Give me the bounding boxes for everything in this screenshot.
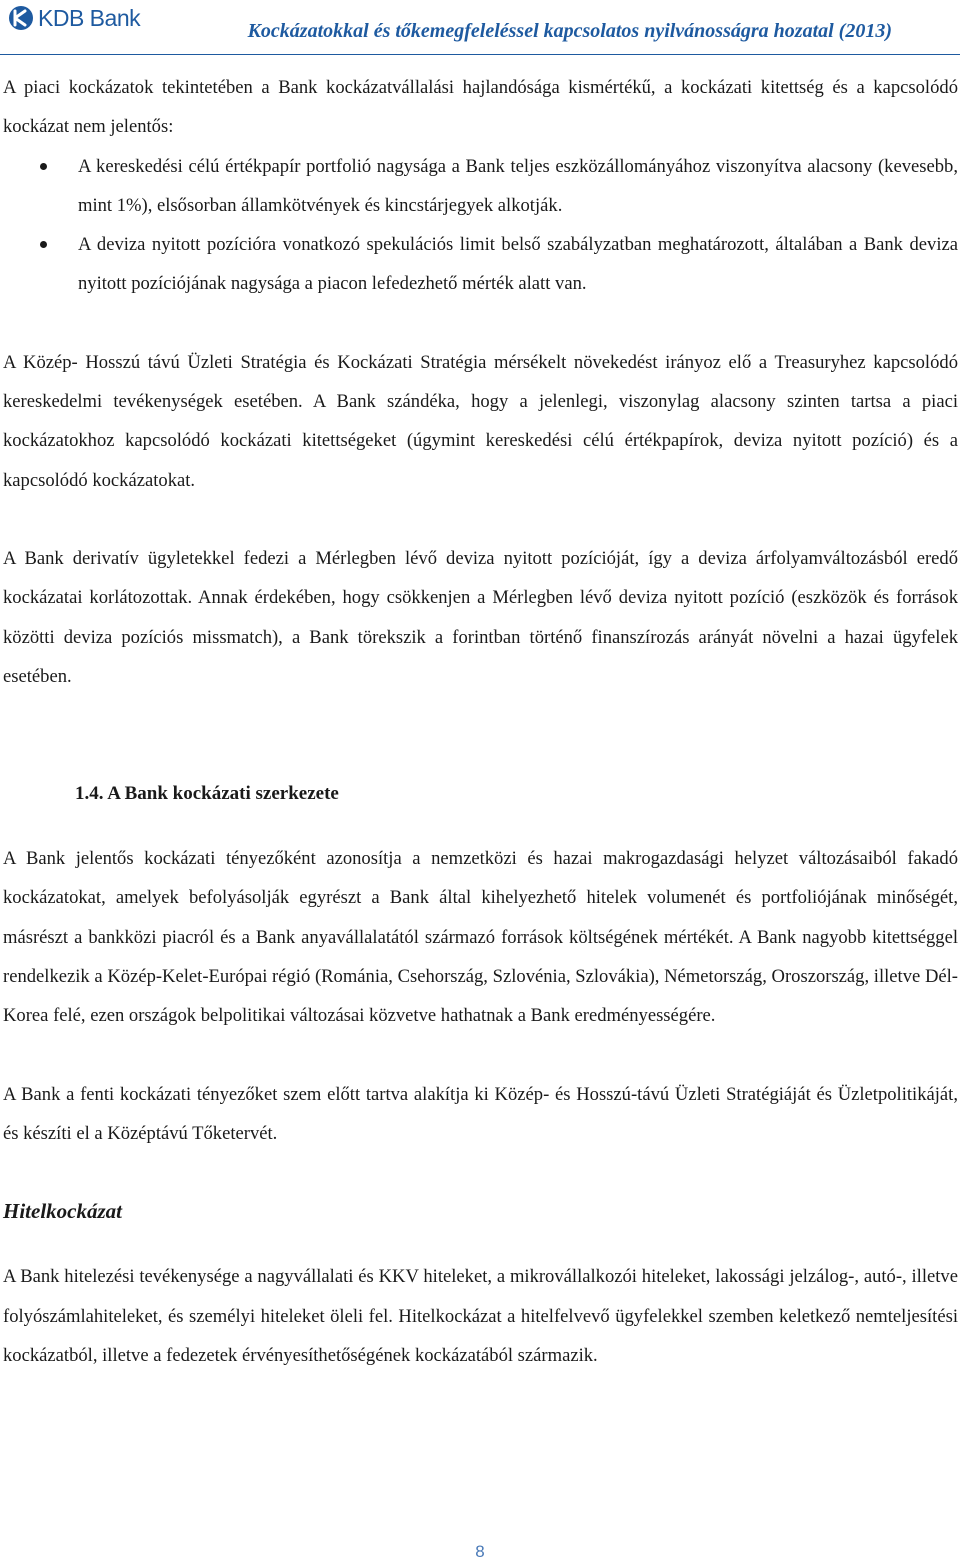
- paragraph-credit-risk: A Bank hitelezési tevékenysége a nagyvállalati és KKV hiteleket, a mikrovállalkozói hiteleket, lakossági jelzálog-, autó-, illetve folyószámlahiteleket, és személyi hiteleket öleli fel. Hitelkockázat a hitelfelvevő ügyfelekkel szemben keletkező nemteljesítési kockázatból, illetve a fedezetek érvényesíthetőségének kockázatából származik.: [3, 1266, 958, 1366]
- paragraph-strategy: A Közép- Hosszú távú Üzleti Stratégia és Kockázati Stratégia mérsékelt növekedést irányoz elő a Treasuryhez kapcsolódó kereskedelmi tevékenységek esetében. A Bank szándéka, hogy a jelenlegi, viszonylag alacsony szinten tartsa a piaci kockázatokhoz kapcsolódó kockázati kitettségeket (úgymint kereskedési célú értékpapírok, deviza nyitott pozíció) és a kapcsolódó kockázatokat.: [3, 351, 958, 491]
- paragraph-strategy-plan: A Bank a fenti kockázati tényezőket szem előtt tartva alakítja ki Közép- és Hosszú-távú Üzleti Stratégiáját és Üzletpolitikáját, és készíti el a Középtávú Tőketervét.: [3, 1083, 958, 1144]
- market-risk-bullet-list: [3, 147, 958, 304]
- subheading-credit-risk: Hitelkockázat: [3, 1199, 122, 1224]
- bullet-text: A kereskedési célú értékpapír portfolió nagysága a Bank teljes eszközállományához viszonyítva alacsony (kevesebb, mint 1%), elsősorban államkötvények és kincstárjegyek alkotják.: [78, 155, 958, 216]
- page-number: 8: [475, 1542, 485, 1561]
- kdb-logo-icon: [8, 5, 34, 31]
- bullet-item: [3, 147, 958, 226]
- bullet-icon: [40, 163, 47, 170]
- paragraph-market-risk-intro: A piaci kockázatok tekintetében a Bank kockázatvállalási hajlandósága kismértékű, a kockázati kitettség és a kapcsolódó kockázat nem jelentős:: [3, 77, 958, 138]
- bank-logo: [8, 4, 140, 32]
- logo-text: KDB Bank: [38, 5, 141, 31]
- paragraph-risk-factors: A Bank jelentős kockázati tényezőként azonosítja a nemzetközi és hazai makrogazdasági helyzet változásaiból fakadó kockázatokat, amelyek befolyásolják egyrészt a Bank által kihelyezhető hitelek volumenét és portfoliójának minőségét, másrészt a bankközi piacról és a Bank anyavállalatától származó források költségének mértékét. A Bank nagyobb kitettséggel rendelkezik a Közép-Kelet-Európai régió (Románia, Csehország, Szlovénia, Szlovákia), Németország, Oroszország, illetve Dél-Korea felé, ezen országok belpolitikai változásai közvetve hathatnak a Bank eredményességére.: [3, 848, 958, 1027]
- document-title: Kockázatokkal és tőkemegfeleléssel kapcsolatos nyilvánosságra hozatal (2013): [247, 20, 892, 42]
- bullet-item: [3, 225, 958, 304]
- paragraph-derivatives: A Bank derivatív ügyletekkel fedezi a Mérlegben lévő deviza nyitott pozícióját, így a deviza árfolyamváltozásból eredő kockázatai korlátozottak. Annak érdekében, hogy csökkenjen a Mérlegben lévő deviza nyitott pozíció (eszközök és források közötti deviza pozíciós missmatch), a Bank törekszik a forintban történő finanszírozás arányát növelni a hazai ügyfelek esetében.: [3, 547, 958, 687]
- section-heading: 1.4. A Bank kockázati szerkezete: [75, 783, 339, 805]
- page-body: [3, 68, 958, 1375]
- bullet-icon: [40, 241, 47, 248]
- page-header: [0, 0, 960, 52]
- header-divider: [0, 54, 960, 55]
- bullet-text: A deviza nyitott pozícióra vonatkozó spekulációs limit belső szabályzatban meghatározott, általában a Bank deviza nyitott pozíciójának nagysága a piacon lefedezhető mérték alatt van.: [78, 234, 958, 295]
